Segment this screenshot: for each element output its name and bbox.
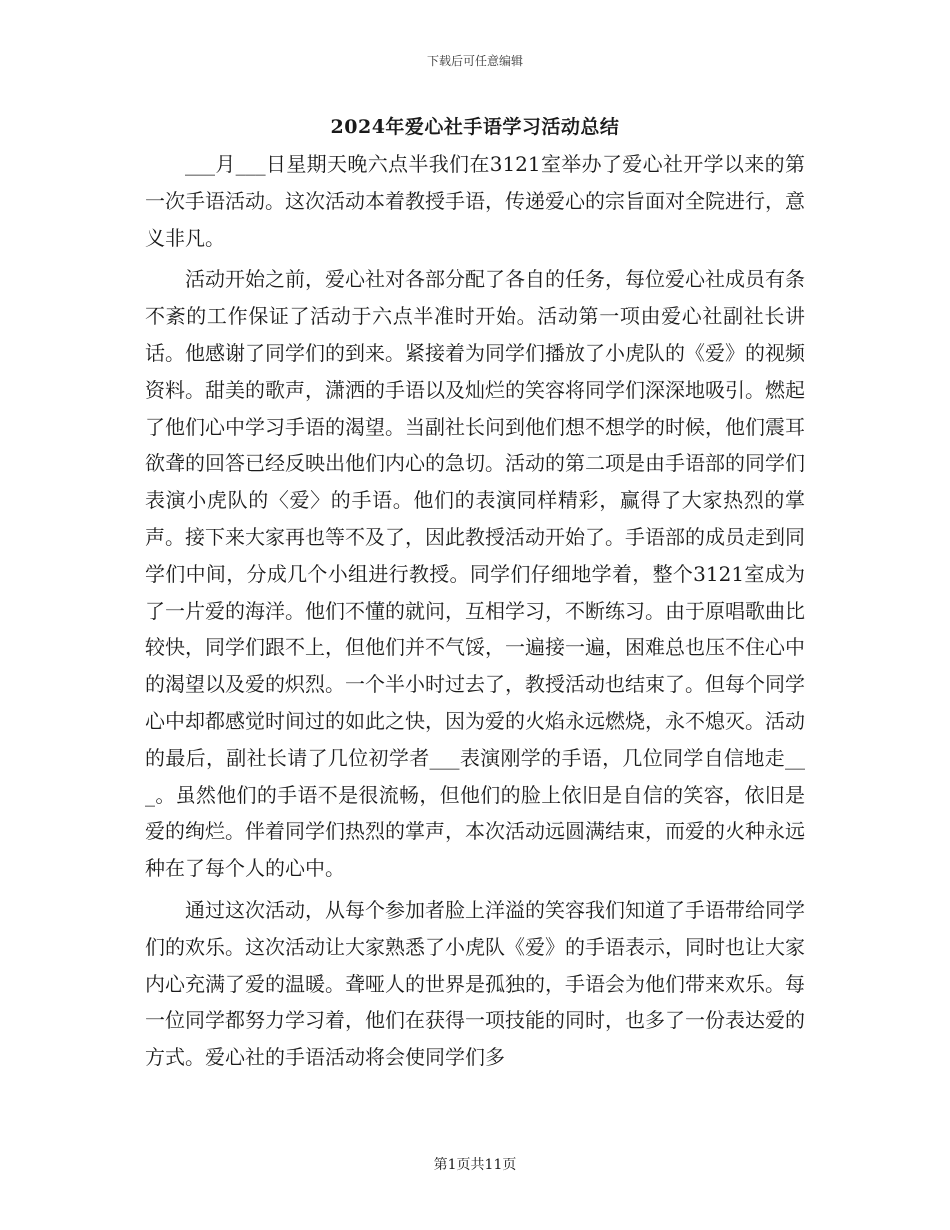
paragraph-intro: ___月___日星期天晚六点半我们在3121室举办了爱心社开学以来的第一次手语活动。这次活动本着教授手语，传递爱心的宗旨面对全院进行，意义非凡。 [145,152,805,250]
paragraph-activity: 活动开始之前，爱心社对各部分配了各自的任务，每位爱心社成员有条不紊的工作保证了活动于六点半准时开始。活动第一项由爱心社副社长讲话。他感谢了同学们的到来。紧接着为同学们播放了小虎队的《爱》的视频资料。甜美的歌声，潇洒的手语以及灿烂的笑容将同学们深深地吸引。燃起了他们心中学习手语的渴望。当副社长问到他们想不想学的时候，他们震耳欲聋的回答已经反映出他们内心的急切。活动的第二项是由手语部的同学们表演小虎队的〈爱〉的手语。他们的表演同样精彩，赢得了大家热烈的掌声。接下来大家再也等不及了，因此教授活动开始了。手语部的成员走到同学们中间，分成几个小组进行教授。同学们仔细地学着，整个3121室成为了一片爱的海洋。他们不懂的就问，互相学习，不断练习。由于原唱歌曲比较快，同学们跟不上，但他们并不气馁，一遍接一遍，困难总也压不住心中的渴望以及爱的炽烈。一个半小时过去了，教授活动也结束了。但每个同学心中却都感觉时间过的如此之快，因为爱的火焰永远燃烧，永不熄灭。活动的最后，副社长请了几位初学者___表演刚学的手语，几位同学自信地走___。虽然他们的手语不是很流畅，但他们的脸上依旧是自信的笑容，依旧是爱的绚烂。伴着同学们热烈的掌声，本次活动远圆满结束，而爱的火种永远种在了每个人的心中。 [145,267,805,881]
paragraph-reflection: 通过这次活动，从每个参加者脸上洋溢的笑容我们知道了手语带给同学们的欢乐。这次活动让大家熟悉了小虎队《爱》的手语表示，同时也让大家内心充满了爱的温暖。聋哑人的世界是孤独的，手语会为他们带来欢乐。每一位同学都努力学习着，他们在获得一项技能的同时，也多了一份表达爱的方式。爱心社的手语活动将会使同学们多 [145,897,805,1070]
page-number: 第1页共11页 [433,1157,517,1173]
document-title: 2024年爱心社手语学习活动总结 [330,116,620,138]
document-body [145,146,805,1076]
page-header-note: 下载后可任意编辑 [426,54,523,68]
